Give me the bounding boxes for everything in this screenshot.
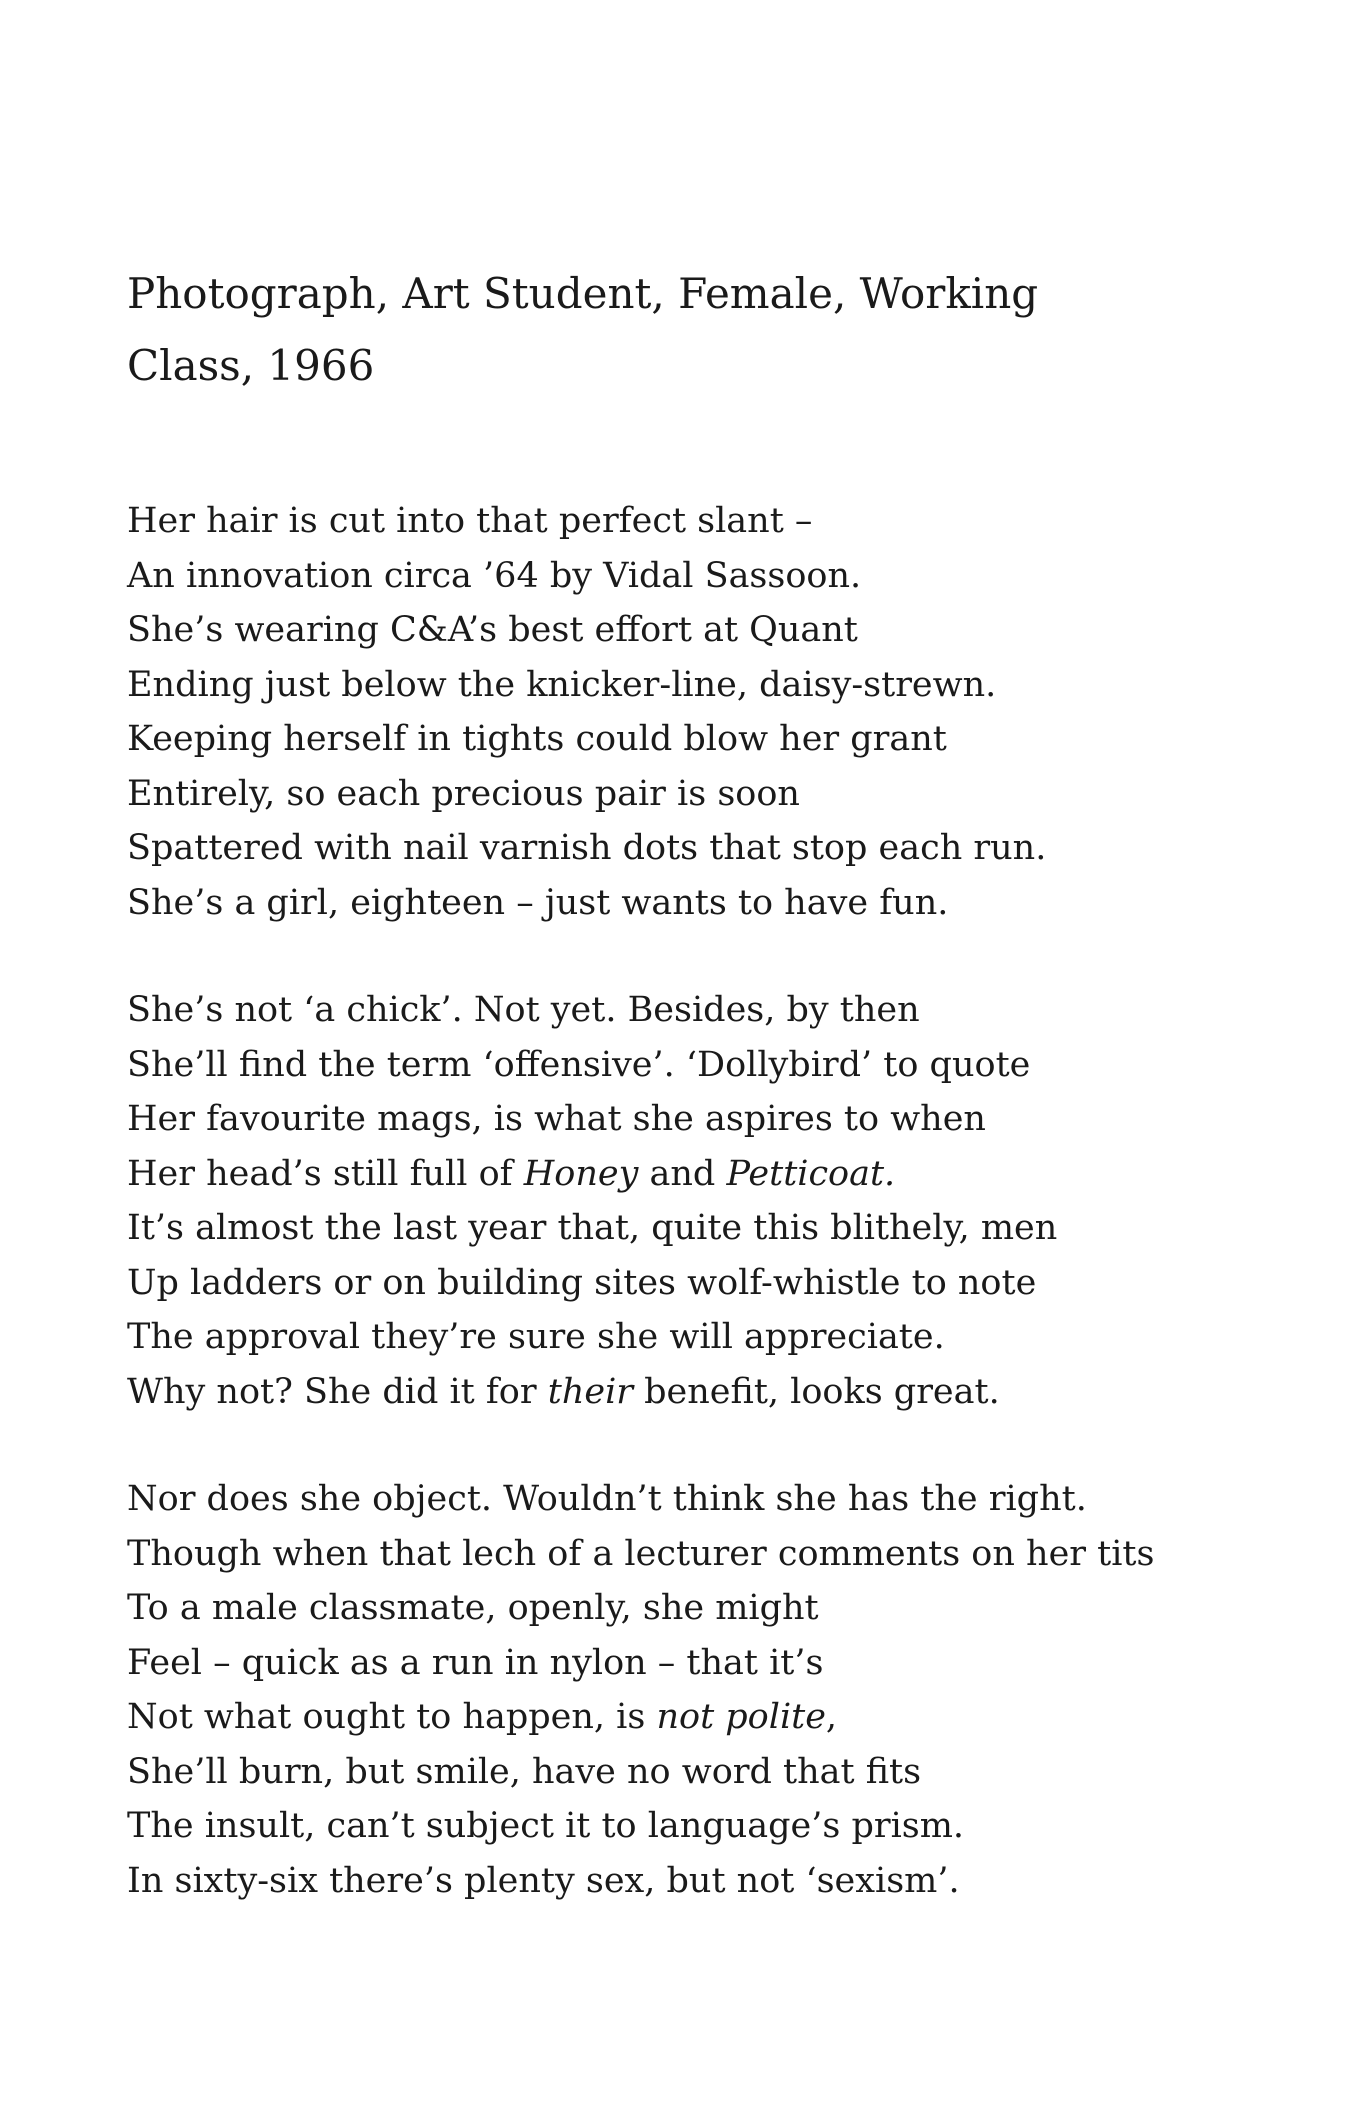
magazine-title-italic: Honey [523,1153,639,1194]
line-text: and [638,1153,727,1194]
poem-line: The approval they’re sure she will appreciate. [127,1317,945,1357]
poem-line: Feel – quick as a run in nylon – that it’s [127,1642,824,1683]
poem-line: The insult, can’t subject it to language’s prism. [127,1806,965,1846]
poem-line: It’s almost the last year that, quite this blithely, men [127,1208,1058,1248]
poem-line: Her favourite mags, is what she aspires to when [127,1099,986,1139]
poem-line: Though when that lech of a lecturer comments on her tits [127,1533,1155,1574]
stanza-3 [127,1472,1154,1908]
poem-line: She’s not ‘a chick’. Not yet. Besides, by then [127,990,920,1030]
poem-line [127,1690,1154,1745]
poem-line: She’ll find the term ‘offensive’. ‘Dollybird’ to quote [127,1044,1031,1085]
poem-line [127,1147,1057,1202]
poem-line: Entirely, so each precious pair is soon [127,773,800,814]
poem-line: An innovation circa ’64 by Vidal Sassoon. [127,555,862,596]
poem-line: She’ll burn, but smile, have no word that fits [127,1751,922,1792]
stanza-2 [127,983,1057,1419]
poem-line: To a male classmate, openly, she might [127,1588,819,1628]
line-text: Not what ought to happen, is [127,1697,657,1737]
poem-line: In sixty-six there’s plenty sex, but not ‘sexism’. [127,1860,960,1901]
poem-line: Ending just below the knicker-line, daisy-strewn. [127,664,997,705]
poem-line: Up ladders or on building sites wolf-whistle to note [127,1262,1037,1303]
emphasis-italic: not polite [656,1697,826,1737]
poem-line: Keeping herself in tights could blow her grant [127,719,947,759]
poem-title: Photograph, Art Student, Female, Working Class, 1966 [127,269,1039,390]
poem-line: She’s wearing C&A’s best effort at Quant [127,610,858,650]
poem-line: Her hair is cut into that perfect slant – [127,501,813,541]
line-text: Her head’s still full of [127,1153,524,1194]
stanza-1 [127,494,1046,930]
magazine-title-italic: Petticoat. [726,1153,896,1194]
poem-line: She’s a girl, eighteen – just wants to have fun. [127,882,949,923]
line-text: Why not? She did it for [127,1371,548,1412]
poem-line: Spattered with nail varnish dots that stop each run. [127,828,1047,868]
line-text: benefit, looks great. [633,1371,1000,1412]
poem-line [127,1365,1057,1420]
emphasis-italic: their [547,1371,633,1412]
line-text: , [825,1697,838,1737]
poem-line: Nor does she object. Wouldn’t think she has the right. [127,1479,1087,1519]
